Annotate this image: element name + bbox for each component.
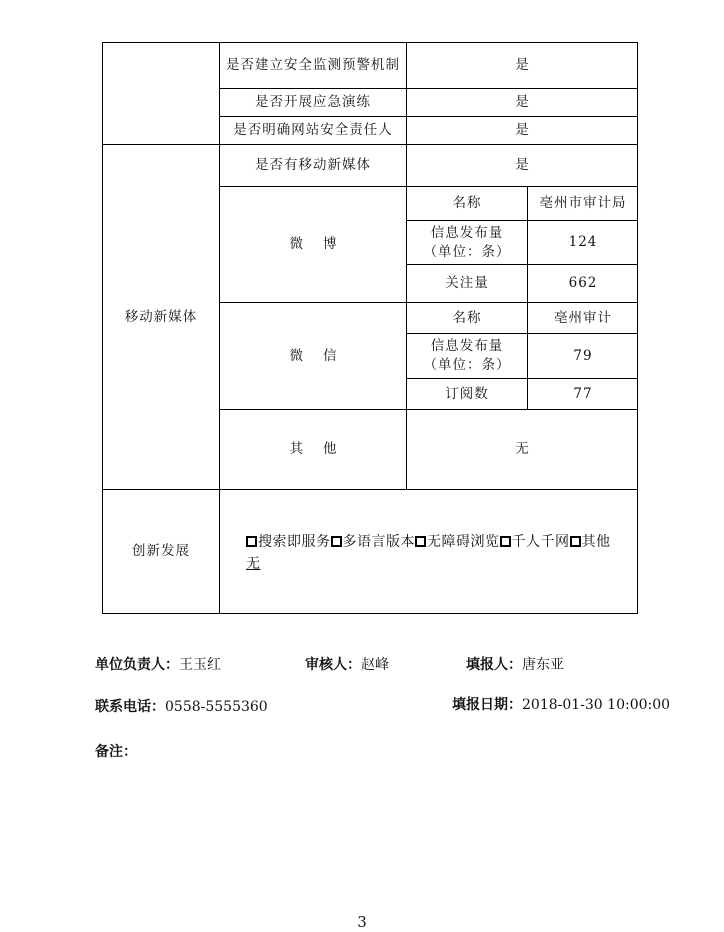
- weixin-posts-value: 79: [573, 347, 593, 364]
- fill-date: [452, 694, 670, 714]
- other-media-label: 其他: [289, 441, 357, 457]
- checkbox-icon[interactable]: [570, 536, 581, 547]
- page-number: 3: [357, 913, 367, 931]
- unit-head-label: 单位负责人：: [95, 657, 179, 673]
- weixin-name-value: 亳州审计: [554, 309, 612, 326]
- filler: [466, 654, 564, 674]
- emergency-drill-value: 是: [515, 94, 530, 110]
- weibo-posts-label-line2: （单位：条）: [423, 243, 511, 260]
- weibo-posts-value: 124: [568, 234, 598, 250]
- checkbox-icon[interactable]: [246, 536, 257, 547]
- checkbox-icon[interactable]: [500, 536, 511, 547]
- reviewer-value: 赵峰: [361, 657, 389, 673]
- emergency-drill-label: 是否开展应急演练: [255, 94, 371, 110]
- checkbox-icon[interactable]: [331, 536, 342, 547]
- notes-label: 备注：: [95, 744, 137, 760]
- weixin-posts-label-line1: 信息发布量: [430, 338, 504, 354]
- weixin-sub-label: 订阅数: [445, 385, 489, 402]
- date-label: 填报日期：: [452, 697, 522, 713]
- has-mobile-media-label: 是否有移动新媒体: [255, 157, 371, 173]
- innovation-section-label: 创新发展: [132, 543, 190, 559]
- innovation-other-value: 无: [246, 556, 261, 572]
- option-other: 其他: [581, 534, 611, 550]
- unit-head: [95, 654, 221, 674]
- weixin-label: 微信: [289, 347, 357, 364]
- weibo-posts-label: [407, 221, 527, 264]
- weibo-name-value: 亳州市审计局: [539, 195, 627, 211]
- other-media-value: 无: [515, 441, 530, 457]
- option-accessibility: 无障碍浏览: [427, 534, 500, 550]
- contact-phone: [95, 696, 268, 716]
- checkbox-icon[interactable]: [415, 536, 426, 547]
- weibo-follow-value: 662: [568, 275, 598, 291]
- weixin-posts-label-line2: （单位：条）: [423, 357, 511, 373]
- security-owner-value: 是: [515, 122, 530, 138]
- weibo-label: 微博: [289, 236, 357, 252]
- weixin-sub-value: 77: [573, 385, 593, 402]
- weibo-follow-label: 关注量: [445, 275, 489, 291]
- date-value: 2018-01-30 10:00:00: [522, 697, 671, 713]
- monitor-warning-label: 是否建立安全监测预警机制: [226, 57, 400, 73]
- weibo-name-label: 名称: [452, 195, 482, 211]
- option-multilingual: 多语言版本: [342, 534, 415, 550]
- weixin-name-label: 名称: [452, 309, 482, 326]
- option-search-service: 搜索即服务: [258, 534, 331, 550]
- reviewer-label: 审核人：: [305, 657, 361, 673]
- report-table: [102, 42, 638, 614]
- innovation-options: [246, 531, 611, 575]
- weibo-posts-label-line1: 信息发布量: [430, 224, 504, 241]
- phone-value: 0558-5555360: [165, 699, 268, 715]
- reviewer: [305, 654, 389, 674]
- phone-label: 联系电话：: [95, 699, 165, 715]
- security-owner-label: 是否明确网站安全责任人: [233, 122, 393, 138]
- weixin-posts-label: [407, 334, 527, 378]
- has-mobile-media-value: 是: [515, 157, 530, 173]
- mobile-media-section-label: 移动新媒体: [124, 308, 198, 325]
- monitor-warning-value: 是: [515, 57, 530, 73]
- filler-value: 唐东亚: [522, 657, 564, 673]
- filler-label: 填报人：: [466, 657, 522, 673]
- option-personalized: 千人千网: [511, 534, 570, 550]
- unit-head-value: 王玉红: [179, 657, 221, 673]
